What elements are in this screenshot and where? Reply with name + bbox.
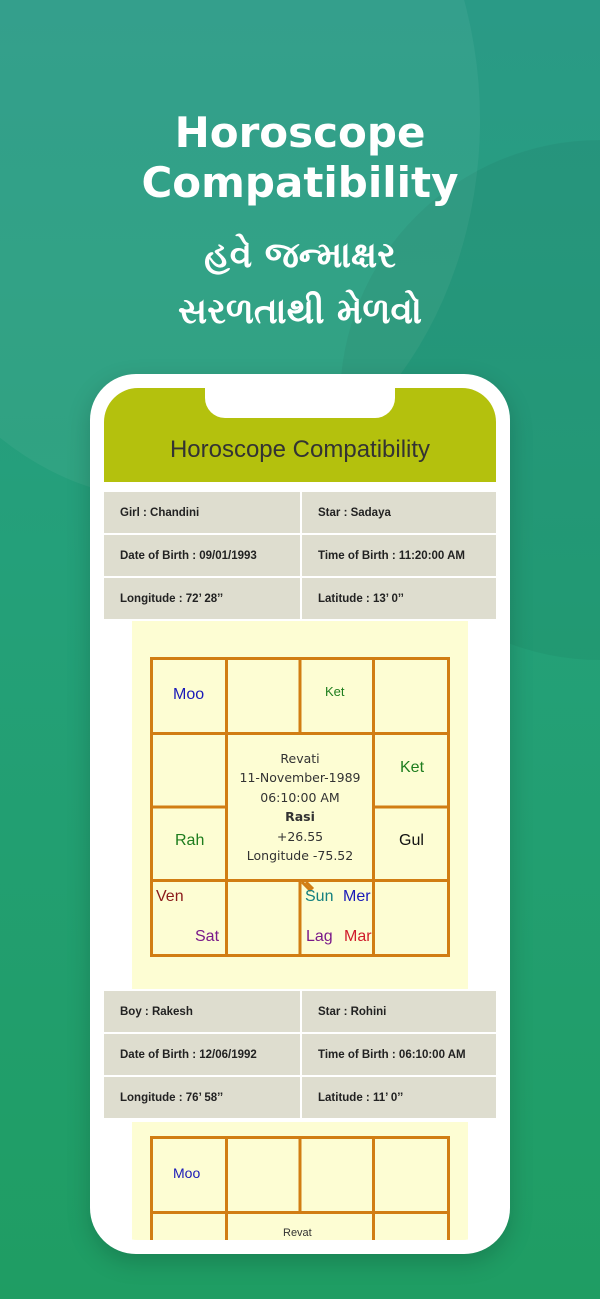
girl-star: Star : Sadaya — [302, 492, 496, 533]
rasi-chart-grid — [150, 657, 450, 957]
planet-sat: Sat — [195, 928, 220, 945]
hero-section — [0, 108, 600, 340]
planet-gul: Gul — [399, 832, 424, 849]
girl-longitude: Longitude : 72’ 28’’ — [104, 578, 300, 619]
center-value: +26.55 — [276, 828, 324, 844]
center-time: 06:10:00 AM — [260, 789, 340, 805]
hero-title: Horoscope Compatibility — [141, 108, 459, 207]
planet-ket-right: Ket — [400, 759, 425, 776]
boy-latitude: Latitude : 11’ 0’’ — [302, 1077, 496, 1118]
hero-subtitle-line2: સરળતાથી મેળવો — [178, 291, 422, 332]
center-title: Rasi — [285, 809, 315, 824]
girl-name: Girl : Chandini — [104, 492, 300, 533]
boy-star: Star : Rohini — [302, 991, 496, 1032]
planet-sun: Sun — [305, 888, 334, 905]
center-date: 11-November-1989 — [239, 770, 361, 785]
phone-mockup — [90, 374, 510, 1254]
boy-dob: Date of Birth : 12/06/1992 — [104, 1034, 300, 1075]
hero-subtitle — [0, 228, 600, 340]
girl-dob: Date of Birth : 09/01/1993 — [104, 535, 300, 576]
boy-info-table — [104, 991, 496, 1118]
center-longitude: Longitude -75.52 — [246, 848, 354, 863]
info-row — [104, 1077, 496, 1118]
info-row — [104, 991, 496, 1032]
info-row — [104, 1034, 496, 1075]
boy-grid-lines — [153, 1139, 447, 1240]
app-title: Horoscope Compatibility — [169, 436, 431, 463]
planet-mar: Mar — [344, 928, 372, 945]
boy-tob: Time of Birth : 06:10:00 AM — [302, 1034, 496, 1075]
rasi-center-box — [227, 734, 373, 880]
hero-subtitle-line1: હવે જન્માક્ષર — [204, 235, 396, 276]
boy-planet-moo: Moo — [173, 1165, 201, 1181]
boy-longitude: Longitude : 76’ 58’’ — [104, 1077, 300, 1118]
girl-tob: Time of Birth : 11:20:00 AM — [302, 535, 496, 576]
info-row — [104, 492, 496, 533]
girl-info-table — [104, 492, 496, 619]
girl-latitude: Latitude : 13’ 0’’ — [302, 578, 496, 619]
planet-rah: Rah — [175, 832, 205, 849]
boy-center-star: Revat — [283, 1227, 312, 1239]
planet-lag: Lag — [306, 928, 333, 945]
planet-moo: Moo — [173, 686, 205, 703]
planet-mer: Mer — [343, 888, 371, 905]
planet-ket-top: Ket — [325, 684, 345, 699]
rasi-chart-area — [132, 621, 468, 989]
phone-notch — [205, 388, 395, 418]
boy-name: Boy : Rakesh — [104, 991, 300, 1032]
boy-chart-grid — [150, 1136, 450, 1240]
phone-screen — [104, 388, 496, 1240]
center-star: Revati — [280, 750, 320, 766]
info-row — [104, 578, 496, 619]
planet-ven: Ven — [156, 888, 184, 905]
boy-chart-area — [132, 1122, 468, 1240]
info-row — [104, 535, 496, 576]
